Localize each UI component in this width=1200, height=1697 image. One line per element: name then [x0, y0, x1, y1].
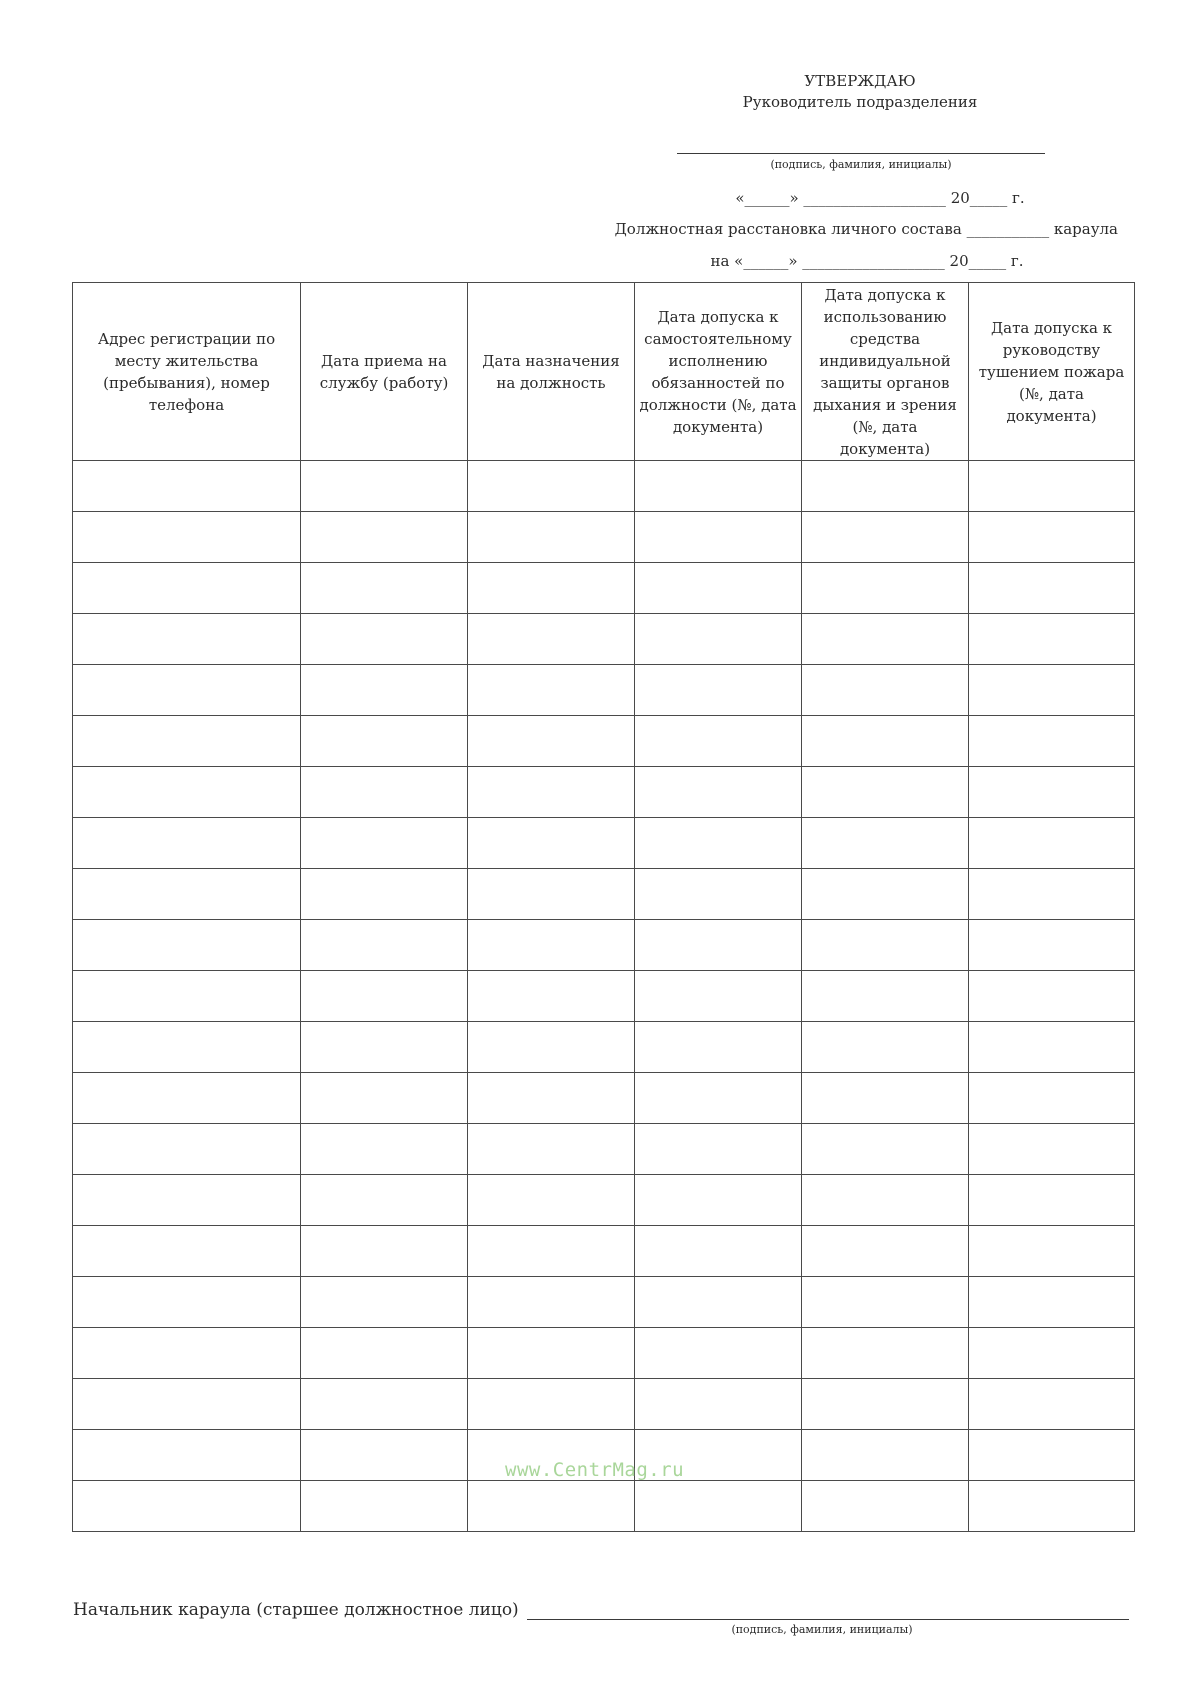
table-cell[interactable] — [969, 971, 1135, 1022]
table-cell[interactable] — [468, 716, 635, 767]
footer-signature-caption: (подпись, фамилия, инициалы) — [731, 1623, 913, 1636]
table-row — [73, 614, 1135, 665]
table-cell[interactable] — [468, 1022, 635, 1073]
table-cell[interactable] — [73, 869, 301, 920]
table-cell[interactable] — [301, 1175, 468, 1226]
table-cell[interactable] — [301, 767, 468, 818]
table-cell[interactable] — [301, 920, 468, 971]
staff-placement-table — [72, 282, 1135, 1532]
table-cell[interactable] — [301, 971, 468, 1022]
table-cell[interactable] — [73, 1022, 301, 1073]
table-cell[interactable] — [73, 767, 301, 818]
table-cell[interactable] — [969, 665, 1135, 716]
table-cell[interactable] — [301, 869, 468, 920]
table-cell[interactable] — [802, 767, 969, 818]
footer-signatory-label: Начальник караула (старшее должностное лицо) — [73, 1600, 519, 1620]
table-cell[interactable] — [635, 869, 802, 920]
table-cell[interactable] — [301, 1022, 468, 1073]
header-hire-date: Дата приема на службу (работу) — [301, 283, 468, 461]
table-cell[interactable] — [969, 1379, 1135, 1430]
table-cell[interactable] — [802, 716, 969, 767]
table-cell[interactable] — [802, 461, 969, 512]
table-cell[interactable] — [73, 614, 301, 665]
header-registration-address: Адрес регистрации по месту жительства (пребывания), номер телефона — [73, 283, 301, 461]
table-cell[interactable] — [73, 512, 301, 563]
table-cell[interactable] — [969, 767, 1135, 818]
table-cell[interactable] — [969, 1226, 1135, 1277]
table-cell[interactable] — [301, 512, 468, 563]
table-cell[interactable] — [969, 869, 1135, 920]
table-row — [73, 1481, 1135, 1532]
table-cell[interactable] — [73, 1124, 301, 1175]
table-cell[interactable] — [73, 1277, 301, 1328]
table-cell[interactable] — [73, 563, 301, 614]
table-cell[interactable] — [969, 1277, 1135, 1328]
table-cell[interactable] — [802, 1175, 969, 1226]
table-cell[interactable] — [802, 563, 969, 614]
watermark: www.CentrMag.ru — [505, 1459, 685, 1481]
table-cell[interactable] — [468, 1277, 635, 1328]
table-cell[interactable] — [635, 920, 802, 971]
table-cell[interactable] — [468, 1124, 635, 1175]
table-cell[interactable] — [635, 1379, 802, 1430]
table-cell[interactable] — [73, 716, 301, 767]
table-row — [73, 1277, 1135, 1328]
table-cell[interactable] — [73, 1481, 301, 1532]
table-cell[interactable] — [635, 665, 802, 716]
table-cell[interactable] — [802, 1379, 969, 1430]
table-row — [73, 1226, 1135, 1277]
table-cell[interactable] — [635, 1124, 802, 1175]
table-cell[interactable] — [635, 1277, 802, 1328]
table-cell[interactable] — [301, 1124, 468, 1175]
table-cell[interactable] — [635, 1481, 802, 1532]
document-date-line: на «______» ___________________ 20_____ г. — [710, 252, 1024, 270]
table-cell[interactable] — [301, 1277, 468, 1328]
table-cell[interactable] — [969, 563, 1135, 614]
table-row — [73, 971, 1135, 1022]
table-cell[interactable] — [301, 614, 468, 665]
table-row — [73, 1328, 1135, 1379]
table-cell[interactable] — [969, 920, 1135, 971]
table-cell[interactable] — [301, 1481, 468, 1532]
approval-position: Руководитель подразделения — [742, 93, 978, 111]
approval-title: УТВЕРЖДАЮ — [804, 72, 916, 90]
table-cell[interactable] — [73, 1430, 301, 1481]
table-cell[interactable] — [802, 512, 969, 563]
table-row — [73, 665, 1135, 716]
table-cell[interactable] — [468, 818, 635, 869]
table-cell[interactable] — [802, 818, 969, 869]
table-cell[interactable] — [635, 1073, 802, 1124]
table-cell[interactable] — [468, 1226, 635, 1277]
table-cell[interactable] — [301, 716, 468, 767]
table-cell[interactable] — [969, 716, 1135, 767]
table-cell[interactable] — [73, 1226, 301, 1277]
table-row — [73, 512, 1135, 563]
table-cell[interactable] — [969, 1328, 1135, 1379]
table-cell[interactable] — [969, 1073, 1135, 1124]
table-row — [73, 1022, 1135, 1073]
table-cell[interactable] — [969, 1175, 1135, 1226]
table-header-row — [73, 283, 1135, 461]
table-cell[interactable] — [73, 971, 301, 1022]
table-cell[interactable] — [73, 1073, 301, 1124]
header-independent-duty-admission-date: Дата допуска к самостоятельному исполнению обязанностей по должности (№, дата документа) — [635, 283, 802, 461]
table-cell[interactable] — [802, 1124, 969, 1175]
table-row — [73, 1379, 1135, 1430]
table-cell[interactable] — [73, 1175, 301, 1226]
table-row — [73, 716, 1135, 767]
table-cell[interactable] — [301, 1328, 468, 1379]
table-cell[interactable] — [468, 1328, 635, 1379]
table-row — [73, 869, 1135, 920]
table-cell[interactable] — [969, 512, 1135, 563]
table-cell[interactable] — [969, 1481, 1135, 1532]
table-cell[interactable] — [635, 1226, 802, 1277]
table-cell[interactable] — [468, 1073, 635, 1124]
table-cell[interactable] — [802, 1277, 969, 1328]
table-cell[interactable] — [73, 1379, 301, 1430]
approval-signature-caption: (подпись, фамилия, инициалы) — [770, 158, 952, 171]
table-cell[interactable] — [468, 1379, 635, 1430]
table-cell[interactable] — [635, 767, 802, 818]
table-cell[interactable] — [635, 563, 802, 614]
table-row — [73, 563, 1135, 614]
table-cell[interactable] — [802, 971, 969, 1022]
table-row — [73, 1124, 1135, 1175]
table-row — [73, 767, 1135, 818]
table-cell[interactable] — [73, 461, 301, 512]
table-cell[interactable] — [635, 716, 802, 767]
table-cell[interactable] — [802, 1481, 969, 1532]
table-cell[interactable] — [301, 1226, 468, 1277]
table-cell[interactable] — [969, 1124, 1135, 1175]
table-cell[interactable] — [301, 818, 468, 869]
table-cell[interactable] — [969, 614, 1135, 665]
table-cell[interactable] — [802, 1022, 969, 1073]
approval-date-line: «______» ___________________ 20_____ г. — [735, 189, 1025, 207]
table-cell[interactable] — [802, 1226, 969, 1277]
table-cell[interactable] — [468, 920, 635, 971]
table-cell[interactable] — [635, 1328, 802, 1379]
table-cell[interactable] — [468, 767, 635, 818]
table-cell[interactable] — [301, 461, 468, 512]
table-cell[interactable] — [802, 1328, 969, 1379]
table-cell[interactable] — [802, 665, 969, 716]
table-cell[interactable] — [802, 869, 969, 920]
table-cell[interactable] — [635, 461, 802, 512]
table-cell[interactable] — [301, 1379, 468, 1430]
header-respiratory-protection-admission-date: Дата допуска к использованию средства индивидуальной защиты органов дыхания и зрения (№, дата документа) — [802, 283, 969, 461]
table-cell[interactable] — [969, 1022, 1135, 1073]
table-row — [73, 461, 1135, 512]
table-row — [73, 1175, 1135, 1226]
table-cell[interactable] — [802, 614, 969, 665]
footer-signature-line — [527, 1619, 1129, 1620]
table-body — [73, 461, 1135, 1532]
table-row — [73, 1073, 1135, 1124]
table-cell[interactable] — [468, 563, 635, 614]
table-cell[interactable] — [635, 1175, 802, 1226]
table-cell[interactable] — [468, 869, 635, 920]
table-cell[interactable] — [301, 1073, 468, 1124]
table-cell[interactable] — [635, 614, 802, 665]
table-cell[interactable] — [969, 461, 1135, 512]
document-title: Должностная расстановка личного состава ___________ караула — [614, 220, 1118, 238]
table-cell[interactable] — [802, 1073, 969, 1124]
approval-signature-line — [677, 153, 1045, 154]
table-cell[interactable] — [301, 1430, 468, 1481]
table-cell[interactable] — [73, 665, 301, 716]
table-cell[interactable] — [468, 971, 635, 1022]
table-cell[interactable] — [635, 818, 802, 869]
table-cell[interactable] — [468, 461, 635, 512]
table-cell[interactable] — [468, 1175, 635, 1226]
table-cell[interactable] — [802, 920, 969, 971]
table-cell[interactable] — [73, 920, 301, 971]
table-cell[interactable] — [969, 818, 1135, 869]
table-cell[interactable] — [468, 1481, 635, 1532]
table-cell[interactable] — [468, 665, 635, 716]
table-cell[interactable] — [73, 1328, 301, 1379]
table-row — [73, 920, 1135, 971]
table-row — [73, 818, 1135, 869]
table-cell[interactable] — [635, 971, 802, 1022]
table-cell[interactable] — [301, 665, 468, 716]
header-appointment-date: Дата назначения на должность — [468, 283, 635, 461]
table-cell[interactable] — [635, 512, 802, 563]
table-cell[interactable] — [468, 614, 635, 665]
table-cell[interactable] — [73, 818, 301, 869]
header-firefighting-command-admission-date: Дата допуска к руководству тушением пожара (№, дата документа) — [969, 283, 1135, 461]
table-cell[interactable] — [301, 563, 468, 614]
table-cell[interactable] — [969, 1430, 1135, 1481]
table-cell[interactable] — [802, 1430, 969, 1481]
table-cell[interactable] — [468, 512, 635, 563]
table-cell[interactable] — [635, 1022, 802, 1073]
